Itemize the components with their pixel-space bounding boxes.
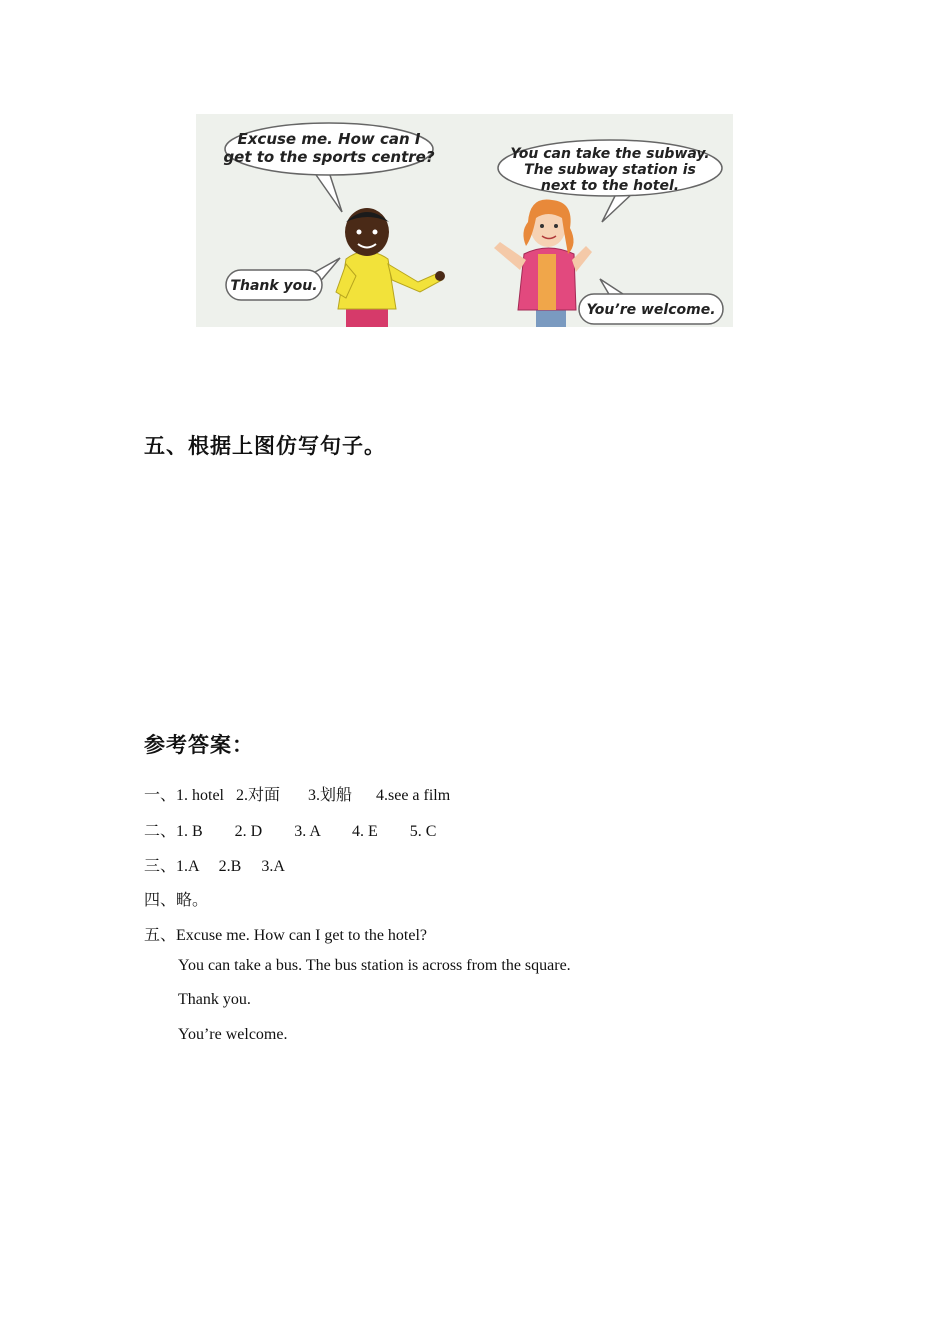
- girl-bubble-line-2: The subway station is: [524, 162, 696, 178]
- answer-line-1: 一、1. hotel 2.对面 3.划船 4.see a film: [144, 787, 451, 804]
- boy-bubble-line-1: Excuse me. How can I: [237, 130, 421, 148]
- thank-you-text: Thank you.: [230, 278, 318, 294]
- answer-line-8: You’re welcome.: [178, 1026, 288, 1043]
- girl-bubble-line-3: next to the hotel.: [540, 178, 680, 194]
- dialogue-illustration: [196, 114, 733, 327]
- answer-key-heading: 参考答案：: [144, 733, 254, 757]
- girl-bubble-line-1: You can take the subway.: [510, 146, 710, 162]
- welcome-text: You’re welcome.: [586, 302, 716, 318]
- answer-line-4: 四、略。: [144, 892, 209, 909]
- answer-line-7: Thank you.: [178, 991, 251, 1008]
- answer-line-6: You can take a bus. The bus station is across from the square.: [178, 957, 571, 974]
- answer-line-2: 二、1. B 2. D 3. A 4. E 5. C: [144, 823, 437, 840]
- answer-line-5: 五、Excuse me. How can I get to the hotel?: [144, 927, 428, 944]
- section-five-heading: 五、根据上图仿写句子。: [144, 434, 386, 458]
- boy-bubble-line-2: get to the sports centre?: [223, 148, 435, 166]
- answer-line-3: 三、1.A 2.B 3.A: [144, 858, 285, 875]
